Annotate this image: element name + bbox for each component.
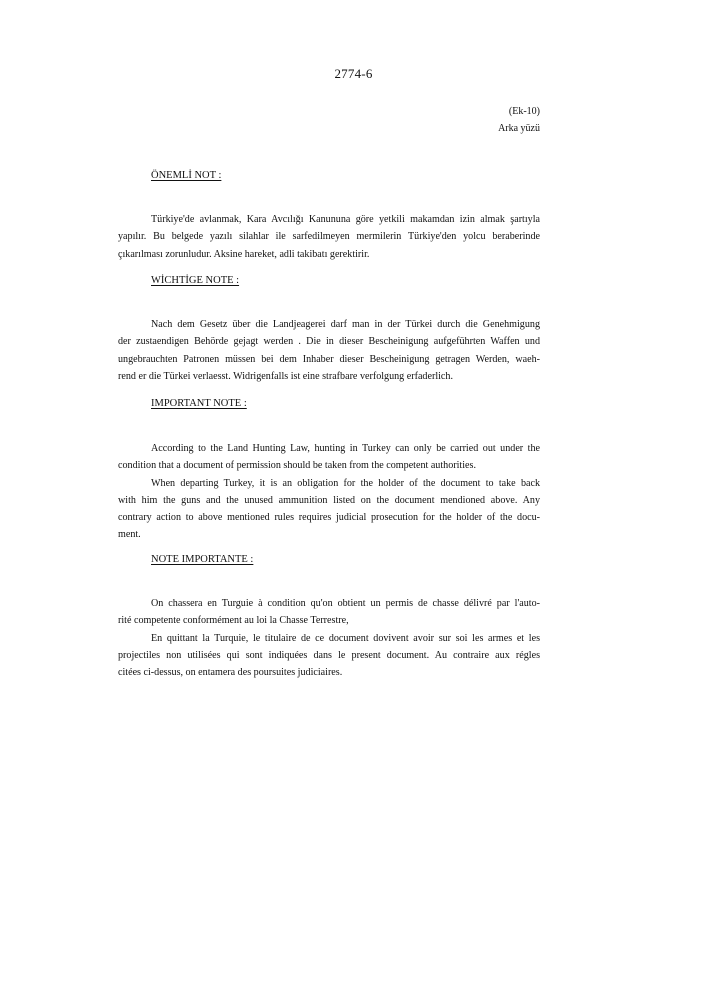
text-line: contrary action to above mentioned rules requires judicial prosecution for the holder of the docu-	[118, 512, 540, 524]
section-english	[118, 397, 540, 544]
text-line: projectiles non utilisées qui sont indiquées dans le present document. Au contraire aux régles	[118, 649, 540, 661]
text-line: çıkarılması zorunludur. Aksine hareket, adli takibatı gerektirir.	[118, 248, 370, 260]
text-line: rend er die Türkei verlaesst. Widrigenfalls ist eine strafbare verfolgung erfaderlich.	[118, 370, 453, 382]
text-line: According to the Land Hunting Law, hunting in Turkey can only be carried out under the	[151, 443, 540, 454]
text-line: der zustaendigen Behörde gejagt werden . Die in dieser Bescheinigung aufgeführten Waffen und	[118, 336, 540, 348]
page-number: 2774-6	[334, 66, 373, 81]
paragraph-english	[118, 440, 540, 544]
page-side-label: Arka yüzü	[498, 123, 540, 134]
text-line: with him the guns and the unused ammunition listed on the document mendioned above. Any	[118, 494, 540, 506]
paragraph-german	[118, 316, 540, 385]
text-line: citées ci-dessus, on entamera des poursuites judiciaires.	[118, 667, 343, 679]
text-line: Türkiye'de avlanmak, Kara Avcılığı Kanununa göre yetkili makamdan izin almak şartıyla	[151, 214, 540, 225]
text-line: ment.	[118, 529, 141, 541]
text-line: On chassera en Turguie à condition qu'on obtient un permis de chasse délivré par l'auto-	[151, 598, 540, 609]
section-german	[118, 274, 540, 385]
text-line: yapılır. Bu belgede yazılı silahlar ile sarfedilmeyen mermilerin Türkiye'den yolcu beraberinde	[118, 231, 540, 243]
annex-label: (Ek-10)	[508, 106, 540, 117]
text-line: When departing Turkey, it is an obligation for the holder of the document to take back	[151, 477, 540, 489]
paragraph-french	[118, 595, 540, 681]
text-line: rité competente conformément au loi la Chasse Terrestre,	[118, 615, 349, 627]
text-line: ungebrauchten Patronen müssen bei dem Inhaber dieser Bescheinigung getragen Werden, waeh-	[118, 353, 540, 365]
text-line: Nach dem Gesetz über die Landjeagerei darf man in der Türkei durch die Genehmigung	[151, 319, 540, 330]
text-line: En quittant la Turquie, le titulaire de ce document dovivent avoir sur soi les armes et les	[151, 632, 540, 644]
heading-english: IMPORTANT NOTE :	[151, 398, 247, 409]
heading-german: WİCHTİGE NOTE :	[151, 275, 240, 286]
section-french	[118, 553, 540, 681]
heading-turkish: ÖNEMLİ NOT :	[151, 170, 222, 181]
text-line: condition that a document of permission should be taken from the competent authorities.	[118, 460, 476, 472]
heading-french: NOTE IMPORTANTE :	[151, 554, 254, 565]
section-turkish	[118, 169, 540, 263]
paragraph-turkish	[118, 211, 540, 263]
